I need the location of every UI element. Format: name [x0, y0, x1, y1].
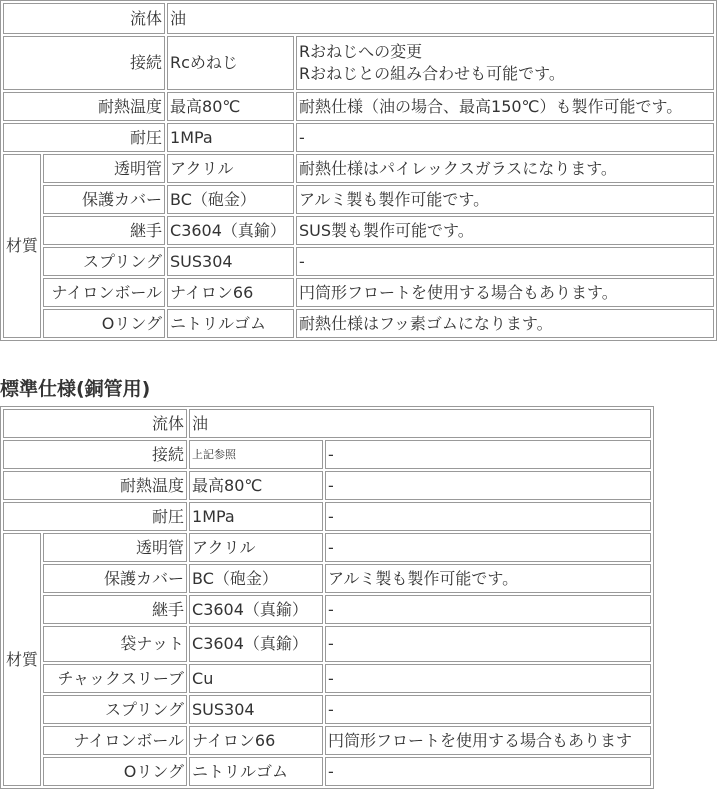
row-label: ナイロンボール: [43, 726, 187, 755]
material-group-label: 材質: [3, 154, 41, 338]
row-value: SUS304: [167, 247, 294, 276]
row-value: C3604（真鍮）: [167, 216, 294, 245]
row-value: C3604（真鍮）: [189, 626, 323, 662]
row-note: -: [325, 626, 651, 662]
row-value: BC（砲金）: [167, 185, 294, 214]
material-group-label: 材質: [3, 533, 41, 786]
spec-table-2: [0, 406, 654, 789]
row-label: スプリング: [43, 695, 187, 724]
row-label: 透明管: [43, 154, 165, 183]
row-note: -: [325, 533, 651, 562]
row-label: 保護カバー: [43, 564, 187, 593]
row-label: 接続: [3, 36, 165, 90]
row-label: スプリング: [43, 247, 165, 276]
row-label: チャックスリーブ: [43, 664, 187, 693]
row-label: 継手: [43, 595, 187, 624]
row-note: -: [325, 595, 651, 624]
table-row: [3, 502, 651, 531]
row-label: 耐熱温度: [3, 92, 165, 121]
row-note: -: [325, 757, 651, 786]
row-note: 耐熱仕様はフッ素ゴムになります。: [296, 309, 714, 338]
table-row: [3, 564, 651, 593]
table-row: [3, 440, 651, 469]
row-value: 最高80℃: [167, 92, 294, 121]
row-note: [296, 36, 714, 90]
table-row: [3, 92, 714, 121]
row-note: 円筒形フロートを使用する場合もあります: [325, 726, 651, 755]
row-value: アクリル: [167, 154, 294, 183]
row-value: BC（砲金）: [189, 564, 323, 593]
table-row: [3, 695, 651, 724]
row-value: 油: [189, 409, 651, 438]
section-heading: 標準仕様(銅管用): [0, 378, 151, 400]
table-row: [3, 278, 714, 307]
note-line: Rおねじとの組み合わせも可能です。: [299, 64, 565, 83]
row-label: 耐熱温度: [3, 471, 187, 500]
row-value: ナイロン66: [167, 278, 294, 307]
row-value: 1MPa: [189, 502, 323, 531]
table-row: [3, 664, 651, 693]
row-note: -: [325, 502, 651, 531]
table-row: [3, 726, 651, 755]
row-value: Cu: [189, 664, 323, 693]
row-label: 透明管: [43, 533, 187, 562]
row-note: 耐熱仕様（油の場合、最高150℃）も製作可能です。: [296, 92, 714, 121]
row-value: 油: [167, 3, 714, 34]
table-row: [3, 247, 714, 276]
row-value: 1MPa: [167, 123, 294, 152]
row-value: SUS304: [189, 695, 323, 724]
table-row: [3, 757, 651, 786]
note-line: Rおねじへの変更: [299, 42, 423, 61]
row-value: Rcめねじ: [167, 36, 294, 90]
row-note: -: [325, 440, 651, 469]
row-note: -: [296, 123, 714, 152]
row-label: ナイロンボール: [43, 278, 165, 307]
table-row: [3, 595, 651, 624]
row-note: -: [296, 247, 714, 276]
table-row: [3, 36, 714, 90]
row-label: Oリング: [43, 309, 165, 338]
row-note: -: [325, 695, 651, 724]
table-row: [3, 123, 714, 152]
row-note: SUS製も製作可能です。: [296, 216, 714, 245]
row-label: 接続: [3, 440, 187, 469]
row-note: 耐熱仕様はパイレックスガラスになります。: [296, 154, 714, 183]
table-row: [3, 185, 714, 214]
row-label: 保護カバー: [43, 185, 165, 214]
row-label: 耐圧: [3, 123, 165, 152]
row-value: ナイロン66: [189, 726, 323, 755]
table-row: [3, 626, 651, 662]
row-value: アクリル: [189, 533, 323, 562]
table-row: [3, 409, 651, 438]
row-note: -: [325, 664, 651, 693]
table-row: [3, 216, 714, 245]
row-note: 円筒形フロートを使用する場合もあります。: [296, 278, 714, 307]
spec-table-1: [0, 0, 717, 341]
table-row: [3, 3, 714, 34]
row-label: 継手: [43, 216, 165, 245]
row-label: 流体: [3, 409, 187, 438]
row-note: アルミ製も製作可能です。: [325, 564, 651, 593]
table-row: [3, 154, 714, 183]
table-row: [3, 309, 714, 338]
row-value: ニトリルゴム: [167, 309, 294, 338]
row-value: C3604（真鍮）: [189, 595, 323, 624]
row-value: 上記参照: [189, 440, 323, 469]
row-value: ニトリルゴム: [189, 757, 323, 786]
table-row: [3, 471, 651, 500]
row-label: 袋ナット: [43, 626, 187, 662]
row-label: 流体: [3, 3, 165, 34]
row-note: アルミ製も製作可能です。: [296, 185, 714, 214]
table-row: [3, 533, 651, 562]
row-label: 耐圧: [3, 502, 187, 531]
row-label: Oリング: [43, 757, 187, 786]
row-value: 最高80℃: [189, 471, 323, 500]
row-note: -: [325, 471, 651, 500]
